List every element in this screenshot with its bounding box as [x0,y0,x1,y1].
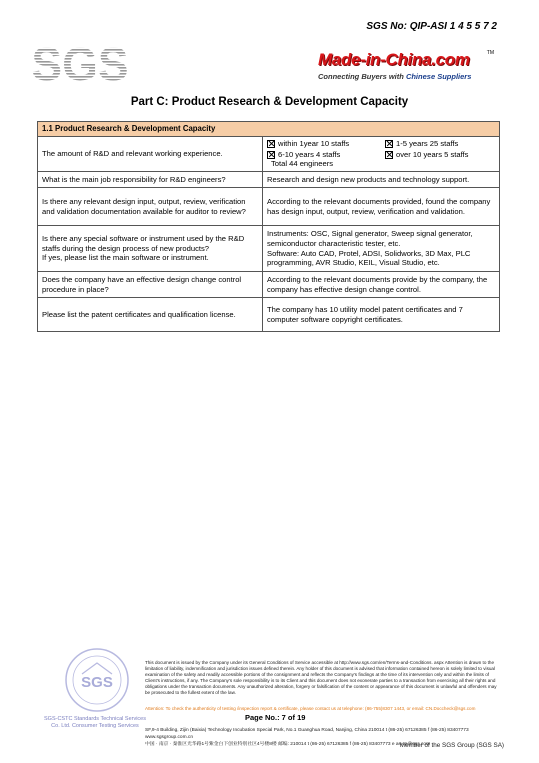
seal-text: SGS [81,674,113,691]
mic-tagline [318,72,496,81]
answer-cell [263,136,500,171]
page-title: Part C: Product Research & Development Capacity [130,96,409,108]
option-within-1-year: within 1year 10 staffs [267,139,385,149]
question-cell: Does the company have an effective design change control procedure in place? [38,272,263,298]
checked-box-icon [267,140,275,148]
mic-tagline-suffix: Chinese Suppliers [405,72,472,81]
option-6-10-years: 6-10 years 4 staffs [267,150,385,160]
table-row [38,136,500,171]
rd-capacity-table [37,121,500,332]
sgs-seal-stamp [64,647,130,713]
experience-options [267,139,495,159]
answer-cell: According to the relevant documents provide by the company, the company has effective design change control. [263,272,500,298]
section-heading-row [38,122,500,137]
answer-cell: Research and design new products and technology support. [263,172,500,188]
option-1-5-years: 1-5 years 25 staffs [385,139,495,149]
sgs-logo [31,38,129,90]
answer-cell: The company has 10 utility model patent certificates and 7 computer software copyright certificates. [263,298,500,332]
checked-box-icon [385,151,393,159]
question-cell: Is there any relevant design input, output, review, verification and validation documentation available for auditor to review? [38,188,263,226]
seal-label: SGS-CSTC Standards Technical Services Co. Ltd. Consumer Testing Services [44,716,146,729]
question-cell: The amount of R&D and relevant working experience. [38,136,263,171]
checked-box-icon [385,140,393,148]
mic-tagline-prefix: Connecting Buyers with [318,72,404,81]
table-row [38,272,500,298]
page-number: Page No.: 7 of 19 [245,713,306,722]
question-cell [38,226,263,272]
question-cell: What is the main job responsibility for R&D engineers? [38,172,263,188]
address-cn: 中国 · 南京 · 秦淮区光华路1号紫金白下创业特别社区4号楼8楼 邮编: 210014 t (86-25) 67126385 f (86-25) 83407773 e as.cn@sgs.com [145,742,431,748]
table-row [38,226,500,272]
table-row [38,188,500,226]
table-row [38,172,500,188]
checked-box-icon [267,151,275,159]
sgs-logo-text: SGS [31,38,129,90]
disclaimer-text: This document is issued by the Company under its General Conditions of Service accessible at http://www.sgs.com/en/Terms-and-Conditions. aspx Attention is drawn to the limitation of liability, indemnification and jurisdiction issues defined therein. Any holder of this document is advised that information contained hereon is solely limited to visual examination of the safety and readily accessible portions of the consignment and reflects the Company's findings at the time of its intervention only and within the limits of Client's instructions, if any. The Company's sole responsibility is to its Client and this document does not exonerate parties to a transaction from exercising all their rights and obligations under the transaction documents. Any unauthorized alteration, forgery or falsification of the content or appearance of this document is unlawful and offenders may be prosecuted to the fullest extent of the law. [145,660,497,696]
answer-cell [263,226,500,272]
answer-text: Instruments: OSC, Signal generator, Sweep signal generator, semiconductor characteristic tester, etc. [267,229,473,248]
question-text-2: If yes, please list the main software or instrument. [42,253,209,263]
member-text: Member of the SGS Group (SGS SA) [399,742,504,749]
option-over-10-years: over 10 years 5 staffs [385,150,495,160]
mic-tm: TM [486,50,494,56]
section-heading: 1.1 Product Research & Development Capacity [38,122,500,137]
attention-text: Attention: To check the authenticity of testing /inspection report & certificate, please contact us at telephone: (86-755)8307 1443, or email: CN.Doccheck@sgs.com [145,706,476,711]
answer-text-2: Software: Auto CAD, Protel, ADSI, Solidworks, 3D Max, PLC programming, AVR Studio, KEIL, Visual Studio, etc. [267,248,471,268]
table-row [38,298,500,332]
question-text: Is there any special software or instrument used by the R&D staffs during the design process of new products? [42,234,245,253]
mic-logo-text: Made-in-China.com [318,50,470,69]
question-cell: Please list the patent certificates and qualification license. [38,298,263,332]
total-engineers: Total 44 engineers [271,159,334,169]
answer-cell: According to the relevant documents provided, found the company has design input, output, review, verification and validation. [263,188,500,226]
address-en: SF,9-4 Building, Zijin (Baixia) Technology Incubation Special Park, No.1 Guanghua Road, Nanjing, China 210014 t (86-25) 67126385 f (86-25) 83407773 www.sgsgroup.com.cn [145,728,469,741]
report-number: SGS No: QIP-ASI 1 4 5 5 7 2 [366,21,497,32]
made-in-china-logo [318,50,496,96]
